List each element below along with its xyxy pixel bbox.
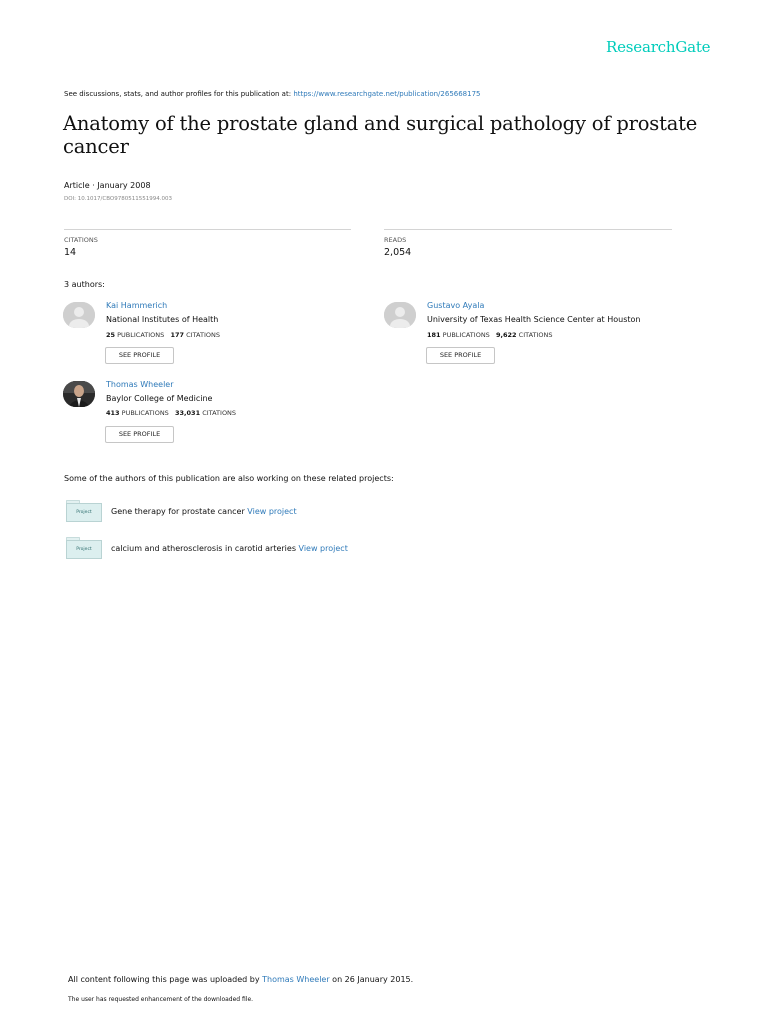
project-folder-icon[interactable]	[66, 500, 102, 522]
publications-count: 413	[106, 409, 120, 417]
article-meta	[64, 181, 151, 190]
author-photo-avatar[interactable]	[63, 381, 95, 407]
author-citations-label: CITATIONS	[518, 331, 553, 339]
authors-heading: 3 authors:	[64, 280, 105, 289]
publications-label: PUBLICATIONS	[121, 409, 169, 417]
upload-prefix: All content following this page was uploaded by	[68, 975, 263, 984]
view-project-link[interactable]: View project	[298, 544, 348, 553]
project-name: Gene therapy for prostate cancer	[111, 507, 245, 516]
publications-label: PUBLICATIONS	[117, 331, 165, 339]
researchgate-logo[interactable]: ResearchGate	[606, 38, 711, 56]
folder-label: Project	[66, 540, 102, 559]
discussion-notice	[64, 90, 481, 98]
project-folder-icon[interactable]	[66, 537, 102, 559]
citations-divider	[64, 229, 351, 230]
reads-count: 2,054	[384, 247, 412, 258]
see-profile-button[interactable]: SEE PROFILE	[105, 347, 174, 364]
project-item	[111, 507, 297, 516]
uploader-link[interactable]: Thomas Wheeler	[262, 975, 330, 984]
reads-label: READS	[384, 236, 407, 244]
see-profile-button[interactable]: SEE PROFILE	[105, 426, 174, 443]
author-name-link[interactable]: Kai Hammerich	[106, 301, 168, 310]
author-avatar[interactable]	[63, 302, 95, 328]
author-avatar[interactable]	[384, 302, 416, 328]
author-citations-label: CITATIONS	[186, 331, 220, 339]
doi-text: DOI: 10.1017/CBO9780511551994.003	[64, 196, 172, 202]
publications-label: PUBLICATIONS	[442, 331, 490, 339]
author-stats	[106, 409, 236, 417]
view-project-link[interactable]: View project	[247, 507, 297, 516]
publication-title: Anatomy of the prostate gland and surgical pathology of prostate cancer	[63, 112, 698, 158]
citations-count: 14	[64, 247, 77, 258]
author-name-link[interactable]: Thomas Wheeler	[106, 380, 174, 389]
project-item	[111, 544, 348, 553]
upload-suffix: on 26 January 2015.	[329, 975, 414, 984]
author-institution: University of Texas Health Science Center at Houston	[427, 315, 641, 324]
publication-url-link[interactable]: https://www.researchgate.net/publication/265668175	[293, 90, 481, 98]
author-institution: Baylor College of Medicine	[106, 394, 213, 403]
citations-label: CITATIONS	[64, 236, 98, 244]
see-profile-button[interactable]: SEE PROFILE	[426, 347, 495, 364]
author-stats	[106, 331, 220, 339]
related-projects-heading: Some of the authors of this publication are also working on these related projects:	[64, 474, 394, 483]
discussion-notice-text: See discussions, stats, and author profiles for this publication at:	[64, 90, 294, 98]
enhancement-note: The user has requested enhancement of the downloaded file.	[68, 996, 254, 1003]
author-institution: National Institutes of Health	[106, 315, 219, 324]
folder-label: Project	[66, 503, 102, 522]
author-stats	[427, 331, 553, 339]
portrait-photo-icon	[63, 381, 95, 407]
article-date: · January 2008	[89, 181, 151, 190]
author-name-link[interactable]: Gustavo Ayala	[427, 301, 485, 310]
placeholder-avatar-icon	[384, 302, 416, 328]
author-citations-count: 33,031	[175, 409, 201, 417]
article-type: Article	[64, 181, 90, 190]
author-citations-count: 9,622	[496, 331, 517, 339]
author-citations-label: CITATIONS	[202, 409, 237, 417]
publications-count: 25	[106, 331, 116, 339]
publications-count: 181	[427, 331, 441, 339]
reads-divider	[384, 229, 672, 230]
upload-notice	[68, 975, 413, 984]
author-citations-count: 177	[170, 331, 185, 339]
project-name: calcium and atherosclerosis in carotid arteries	[111, 544, 296, 553]
placeholder-avatar-icon	[63, 302, 95, 328]
